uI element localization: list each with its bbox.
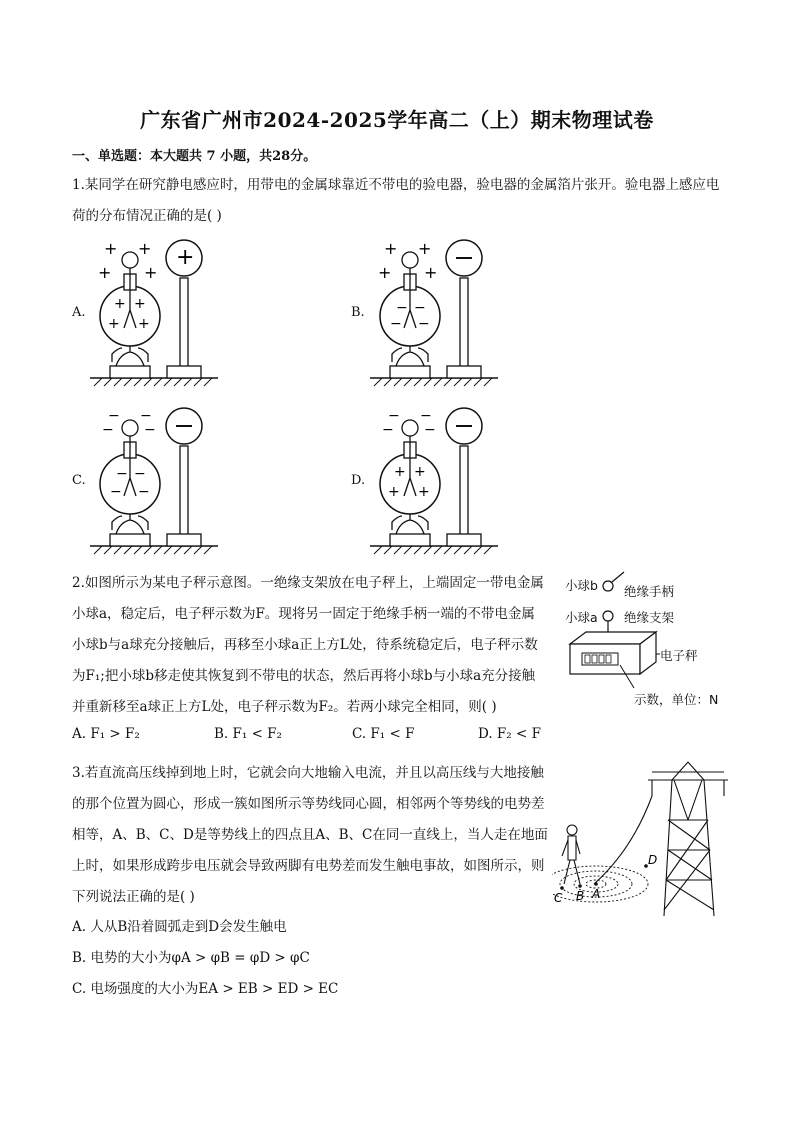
q2-option-c[interactable]: C. F₁ < F	[352, 726, 415, 742]
svg-text:−: −	[140, 408, 152, 424]
question-1-text: 1.某同学在研究静电感应时，用带电的金属球靠近不带电的验电器，验电器的金属箔片张开。验电器上感应电荷的分布情况正确的是( )	[72, 177, 720, 224]
svg-text:+: +	[138, 316, 150, 332]
q2-option-a[interactable]: A. F₁ > F₂	[72, 726, 140, 742]
q2-options	[72, 726, 548, 746]
svg-text:−: −	[116, 466, 128, 482]
svg-text:+: +	[388, 484, 400, 500]
q3-option-a[interactable]: A. 人从B沿着圆弧走到D会发生触电	[72, 919, 287, 935]
point-d-label: D	[648, 853, 658, 867]
q1-option-b-label[interactable]: B.	[351, 305, 365, 320]
svg-text:−: −	[390, 316, 402, 332]
svg-text:−: −	[102, 422, 114, 438]
svg-text:+: +	[134, 296, 146, 312]
svg-text:−: −	[418, 316, 430, 332]
svg-text:+: +	[114, 296, 126, 312]
svg-text:−: −	[396, 300, 408, 316]
svg-text:−: −	[144, 422, 156, 438]
svg-text:+: +	[418, 239, 432, 258]
svg-text:+: +	[418, 484, 430, 500]
ball-b-label: 小球b	[565, 578, 598, 593]
svg-text:+: +	[98, 263, 112, 282]
svg-text:−: −	[138, 484, 150, 500]
q3-option-b[interactable]: B. 电势的大小为φA > φB = φD > φC	[72, 950, 310, 966]
svg-text:+: +	[104, 239, 118, 258]
q1-figure	[72, 236, 552, 558]
svg-text:+: +	[108, 316, 120, 332]
svg-text:+: +	[414, 464, 426, 480]
svg-text:−: −	[382, 422, 394, 438]
q3-figure	[552, 760, 732, 920]
q2-option-d[interactable]: D. F₂ < F	[478, 726, 541, 742]
q1-option-d-label[interactable]: D.	[351, 473, 366, 488]
svg-text:+: +	[394, 464, 406, 480]
q3-option-c[interactable]: C. 电场强度的大小为EA > EB > ED > EC	[72, 981, 339, 997]
svg-text:+: +	[384, 239, 398, 258]
section-heading: 一、单选题：本大题共 7 小题，共28分。	[72, 149, 317, 164]
svg-text:−: −	[420, 408, 432, 424]
svg-text:+: +	[138, 239, 152, 258]
svg-text:−: −	[110, 484, 122, 500]
q1-option-c-label[interactable]: C.	[72, 473, 86, 488]
q2-option-b[interactable]: B. F₁ < F₂	[214, 726, 282, 742]
reading-label: 示数，单位：N	[634, 692, 719, 707]
scale-label: 电子秤	[660, 648, 698, 663]
point-c-label: C	[554, 891, 563, 905]
q1-option-a-label[interactable]: A.	[72, 305, 86, 320]
question-2-text: 2.如图所示为某电子秤示意图。一绝缘支架放在电子秤上，上端固定一带电金属小球a，稳定后，电子秤示数为F。现将另一固定于绝缘手柄一端的不带电金属小球b与a球充分接触后，再移至小球a正上方L处，待系统稳定后，电子秤示数为F₁;把小球b移走使其恢复到不带电的状态，然后再将小球b与小球a充分接触并重新移至a球正上方L处，电子秤示数为F₂。若两小球完全相同，则( )	[72, 575, 544, 715]
question-3-text: 3.若直流高压线掉到地上时，它就会向大地输入电流，并且以高压线与大地接触的那个位置为圆心，形成一簇如图所示等势线同心圆，相邻两个等势线的电势差相等，A、B、C、D是等势线上的四点且A、B、C在同一直线上，当人走在地面上时，如果形成跨步电压就会导致两脚有电势差而发生触电事故，如图所示，则下列说法正确的是( )	[72, 765, 548, 905]
point-a-label: A	[592, 887, 601, 901]
point-b-label: B	[576, 889, 585, 903]
handle-label: 绝缘手柄	[624, 584, 675, 599]
svg-text:−: −	[108, 408, 120, 424]
svg-text:−: −	[388, 408, 400, 424]
svg-text:+: +	[144, 263, 158, 282]
svg-text:−: −	[424, 422, 436, 438]
ball-a-label: 小球a	[565, 610, 598, 625]
page-title: 广东省广州市2024-2025学年高二（上）期末物理试卷	[140, 108, 654, 132]
svg-text:−: −	[134, 466, 146, 482]
svg-text:+: +	[424, 263, 438, 282]
stand-label: 绝缘支架	[624, 610, 675, 625]
charged-ball-plus: +	[176, 245, 195, 270]
svg-text:−: −	[414, 300, 426, 316]
svg-text:+: +	[378, 263, 392, 282]
